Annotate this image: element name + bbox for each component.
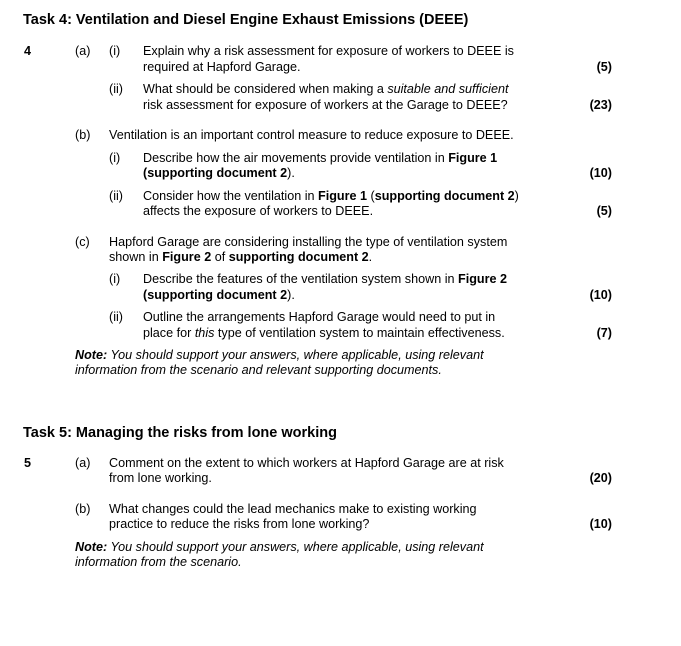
task4-b-i-line1: Describe how the air movements provide ventilation in Figure 1: [143, 151, 498, 165]
task5-note-line2: information from the scenario.: [75, 555, 242, 569]
task4-b-i-label: (i): [109, 151, 121, 165]
task5-b-line1: What changes could the lead mechanics make to existing working: [109, 502, 477, 516]
task4-b-ii-label: (ii): [109, 189, 123, 203]
task5-a-line1: Comment on the extent to which workers at Hapford Garage are at risk: [109, 456, 504, 470]
task4-b-intro: Ventilation is an important control measure to reduce exposure to DEEE.: [109, 128, 514, 142]
task5-note-line1: Note: You should support your answers, where applicable, using relevant: [75, 540, 484, 554]
task4-b-label: (b): [75, 128, 91, 142]
task4-a-i-line1: Explain why a risk assessment for exposure of workers to DEEE is: [143, 44, 514, 58]
task4-b-ii-marks: (5): [596, 204, 612, 218]
task4-c-label: (c): [75, 235, 90, 249]
task4-a-ii-line1: What should be considered when making a suitable and sufficient: [143, 82, 509, 96]
task4-c-i-line1: Describe the features of the ventilation system shown in Figure 2: [143, 272, 508, 286]
task4-c-i-marks: (10): [589, 288, 612, 302]
task4-a-i-marks: (5): [596, 60, 612, 74]
task4-note-line1: Note: You should support your answers, where applicable, using relevant: [75, 348, 484, 362]
task5-b-line2: practice to reduce the risks from lone working?: [109, 517, 370, 531]
task4-c-intro2: shown in Figure 2 of supporting document 2.: [109, 250, 373, 264]
task4-a-ii-marks: (23): [589, 98, 612, 112]
task4-a-i-label: (i): [109, 44, 121, 58]
task4-c-i-label: (i): [109, 272, 121, 286]
task5-a-label: (a): [75, 456, 91, 470]
task4-a-i-line2: required at Hapford Garage.: [143, 60, 301, 74]
task4-b-i-marks: (10): [589, 166, 612, 180]
task4-c-ii-line1: Outline the arrangements Hapford Garage would need to put in: [143, 310, 496, 324]
task5-title: Task 5: Managing the risks from lone working: [23, 425, 337, 441]
task4-note-line2: information from the scenario and relevant supporting documents.: [75, 363, 442, 377]
task5-a-marks: (20): [589, 471, 612, 485]
task5-b-marks: (10): [589, 517, 612, 531]
task4-title: Task 4: Ventilation and Diesel Engine Exhaust Emissions (DEEE): [23, 12, 469, 28]
task4-b-ii-line1: Consider how the ventilation in Figure 1 (supporting document 2): [143, 189, 519, 203]
task4-number: 4: [24, 44, 32, 58]
task4-a-ii-line2: risk assessment for exposure of workers at the Garage to DEEE?: [143, 98, 508, 112]
task4-c-ii-line2: place for this type of ventilation system to maintain effectiveness.: [143, 326, 505, 340]
task4-a-ii-label: (ii): [109, 82, 123, 96]
task4-c-i-line2: (supporting document 2).: [143, 288, 295, 302]
task4-b-i-line2: (supporting document 2).: [143, 166, 295, 180]
task4-a-label: (a): [75, 44, 91, 58]
task5-number: 5: [24, 456, 32, 470]
task5-b-label: (b): [75, 502, 91, 516]
task4-b-ii-line2: affects the exposure of workers to DEEE.: [143, 204, 374, 218]
task4-c-ii-marks: (7): [596, 326, 612, 340]
task4-c-intro1: Hapford Garage are considering installing the type of ventilation system: [109, 235, 508, 249]
task5-a-line2: from lone working.: [109, 471, 212, 485]
task4-c-ii-label: (ii): [109, 310, 123, 324]
